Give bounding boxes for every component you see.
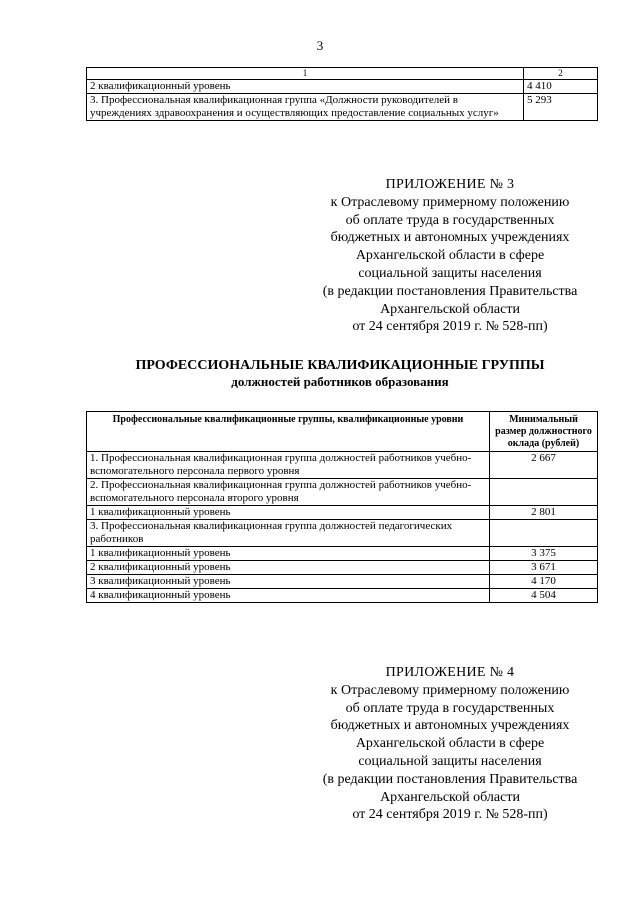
table-row [87,479,598,506]
qualification-label: 1 квалификационный уровень [87,547,490,561]
table-row [87,520,598,547]
appendix-title: ПРИЛОЖЕНИЕ № 3 [385,177,515,192]
table-row [87,94,598,121]
appendix-line: Архангельской области в сфере [355,248,545,264]
appendix-line: Архангельской области [380,789,520,805]
table-row [87,547,598,561]
salary-value: 4 170 [490,575,598,589]
table-header-row [87,412,598,452]
salary-value: 2 801 [490,506,598,520]
salary-value [490,479,598,506]
appendix-line: об оплате труда в государственных [345,700,555,716]
appendix-title: ПРИЛОЖЕНИЕ № 4 [385,665,515,680]
education-salary-table [86,411,598,603]
salary-value: 3 671 [490,561,598,575]
header-qualification-groups: Профессиональные квалификационные группы, квалификационные уровни [87,412,490,452]
appendix-line: бюджетных и автономных учреждениях [330,230,570,246]
table-row [87,589,598,603]
qualification-label: 1 квалификационный уровень [87,506,490,520]
appendix-line: от 24 сентября 2019 г. № 528-пп) [352,319,548,335]
qualification-label: 1. Профессиональная квалификационная группа должностей работников учебно-вспомогательного персонала первого уровня [87,452,490,479]
heading-title: ПРОФЕССИОНАЛЬНЫЕ КВАЛИФИКАЦИОННЫЕ ГРУППЫ [135,358,545,373]
salary-value: 3 375 [490,547,598,561]
qualification-label: 2 квалификационный уровень [87,80,524,94]
appendix-line: бюджетных и автономных учреждениях [330,718,570,734]
appendix-4-block [305,664,595,824]
appendix-line: (в редакции постановления Правительства [322,283,578,299]
salary-value: 4 410 [524,80,598,94]
qualification-label: 2 квалификационный уровень [87,561,490,575]
qualification-label: 3 квалификационный уровень [87,575,490,589]
table-row [87,80,598,94]
column-number-1: 1 [87,68,524,80]
section-heading [40,357,640,390]
salary-value: 5 293 [524,94,598,121]
appendix-3-block [305,176,595,336]
qualification-label: 2. Профессиональная квалификационная группа должностей работников учебно-вспомогательного персонала второго уровня [87,479,490,506]
qualification-label: 3. Профессиональная квалификационная группа должностей педагогических работников [87,520,490,547]
salary-value: 2 667 [490,452,598,479]
qualification-label: 3. Профессиональная квалификационная группа «Должности руководителей в учреждениях здравоохранения и осуществляющих предоставление социальных услуг» [87,94,524,121]
salary-table-continued [86,67,598,121]
table-row [87,506,598,520]
appendix-line: социальной защиты населения [358,265,542,281]
qualification-label: 4 квалификационный уровень [87,589,490,603]
column-number-2: 2 [524,68,598,80]
appendix-line: Архангельской области [380,301,520,317]
table-row [87,452,598,479]
heading-subtitle: должностей работников образования [231,374,449,389]
page-number: 3 [316,38,324,53]
header-minimum-salary: Минимальный размер должностного оклада (рублей) [490,412,598,452]
salary-value [490,520,598,547]
appendix-line: об оплате труда в государственных [345,212,555,228]
appendix-line: к Отраслевому примерному положению [330,194,570,210]
table-header-row [87,68,598,80]
appendix-line: Архангельской области в сфере [355,736,545,752]
table-row [87,561,598,575]
appendix-line: от 24 сентября 2019 г. № 528-пп) [352,807,548,823]
appendix-line: социальной защиты населения [358,753,542,769]
appendix-line: (в редакции постановления Правительства [322,771,578,787]
table-row [87,575,598,589]
salary-value: 4 504 [490,589,598,603]
appendix-line: к Отраслевому примерному положению [330,682,570,698]
